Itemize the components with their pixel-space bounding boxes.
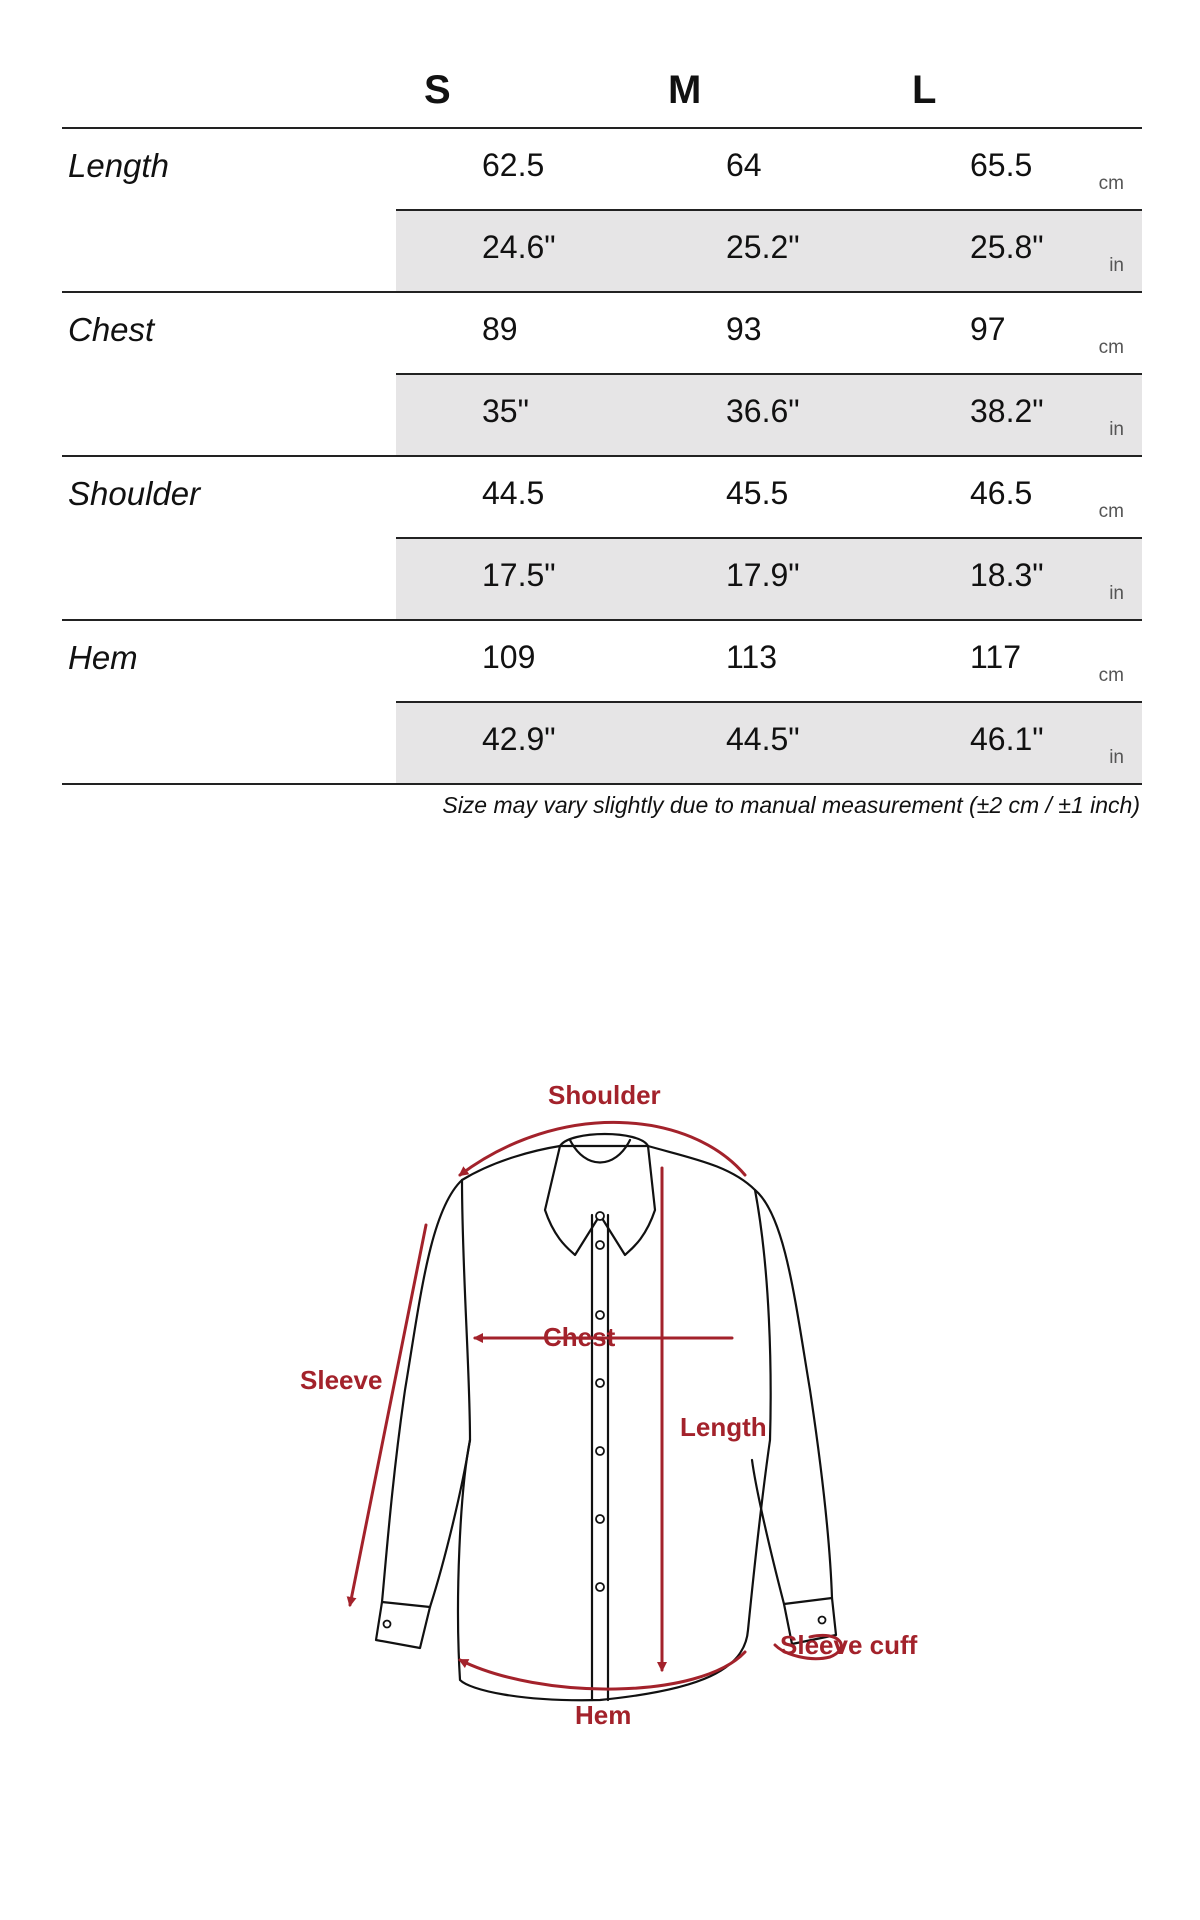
row-in — [396, 375, 1142, 455]
row-cm — [396, 293, 1142, 375]
shirt-illustration — [0, 1040, 1200, 1760]
label-chest: Chest — [543, 1322, 616, 1352]
label-length: Length — [680, 1412, 767, 1442]
unit-cm: cm — [1098, 501, 1124, 522]
label-shoulder: Shoulder — [548, 1080, 661, 1110]
button-dot — [596, 1379, 604, 1387]
cell-m-in: 36.6" — [726, 393, 800, 429]
size-table — [62, 60, 1142, 785]
size-head-m: M — [668, 68, 702, 112]
cuff-button-dot — [384, 1621, 391, 1628]
cell-m-cm: 64 — [726, 147, 762, 183]
row-in — [396, 703, 1142, 783]
unit-cm: cm — [1098, 173, 1124, 194]
shirt-outline — [376, 1134, 836, 1700]
row-in — [396, 539, 1142, 619]
row-group-chest — [62, 293, 1142, 457]
cell-s-cm: 109 — [482, 639, 536, 675]
size-head-l: L — [912, 68, 937, 112]
unit-in: in — [1109, 255, 1124, 276]
row-group-hem — [62, 621, 1142, 785]
row-cm — [396, 129, 1142, 211]
cell-l-cm: 97 — [970, 311, 1006, 347]
cell-s-in: 42.9" — [482, 721, 556, 757]
button-dot — [596, 1515, 604, 1523]
button-dot — [596, 1212, 604, 1220]
button-dot — [596, 1241, 604, 1249]
unit-cm: cm — [1098, 337, 1124, 358]
row-label: Shoulder — [68, 475, 201, 512]
size-header-row — [62, 60, 1142, 129]
cell-m-cm: 113 — [726, 639, 778, 675]
row-label: Hem — [68, 639, 138, 676]
cell-l-in: 38.2" — [970, 393, 1044, 429]
row-group-length — [62, 129, 1142, 293]
unit-in: in — [1109, 419, 1124, 440]
cell-l-cm: 46.5 — [970, 475, 1033, 511]
cell-s-cm: 44.5 — [482, 475, 545, 511]
cell-m-cm: 93 — [726, 311, 762, 347]
cell-s-in: 35" — [482, 393, 529, 429]
row-cm — [396, 621, 1142, 703]
cell-s-in: 17.5" — [482, 557, 556, 593]
cell-s-cm: 89 — [482, 311, 518, 347]
button-dot — [596, 1311, 604, 1319]
label-sleeve: Sleeve — [300, 1365, 383, 1395]
cell-l-in: 46.1" — [970, 721, 1044, 757]
size-head-s: S — [424, 68, 451, 112]
cell-s-cm: 62.5 — [482, 147, 545, 183]
measurement-note: Size may vary slightly due to manual measurement (±2 cm / ±1 inch) — [442, 792, 1140, 818]
row-label: Length — [68, 147, 169, 184]
label-hem: Hem — [575, 1700, 632, 1730]
row-label: Chest — [68, 311, 155, 348]
cell-l-cm: 65.5 — [970, 147, 1033, 183]
unit-in: in — [1109, 747, 1124, 768]
cell-m-in: 44.5" — [726, 721, 800, 757]
unit-cm: cm — [1098, 665, 1124, 686]
button-dot — [596, 1447, 604, 1455]
cell-l-cm: 117 — [970, 639, 1022, 675]
cell-s-in: 24.6" — [482, 229, 556, 265]
shirt-diagram — [0, 1040, 1200, 1760]
shoulder-arrow — [460, 1122, 745, 1175]
label-sleeve-cuff: Sleeve cuff — [780, 1630, 918, 1660]
button-dot — [596, 1583, 604, 1591]
cell-m-in: 17.9" — [726, 557, 800, 593]
row-group-shoulder — [62, 457, 1142, 621]
unit-in: in — [1109, 583, 1124, 604]
cell-m-cm: 45.5 — [726, 475, 789, 511]
row-cm — [396, 457, 1142, 539]
row-in — [396, 211, 1142, 291]
hem-arrow — [460, 1652, 745, 1689]
cell-m-in: 25.2" — [726, 229, 800, 265]
cell-l-in: 18.3" — [970, 557, 1044, 593]
cuff-button-dot — [819, 1617, 826, 1624]
cell-l-in: 25.8" — [970, 229, 1044, 265]
